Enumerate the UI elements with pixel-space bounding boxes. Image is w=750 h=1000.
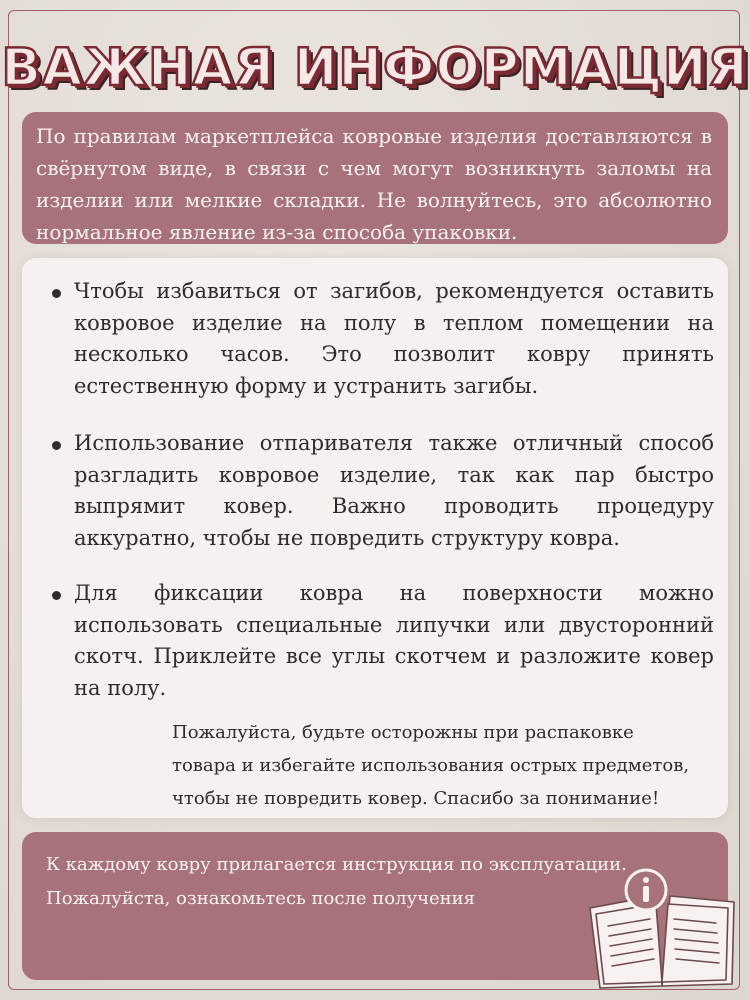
- tip-item: [52, 276, 714, 402]
- tip-item: [52, 578, 714, 704]
- footer-line-2: Пожалуйста, ознакомьтесь после получения: [46, 888, 476, 909]
- caution-note: Пожалуйста, будьте осторожны при распаковке товара и избегайте использования острых предметов, чтобы не повредить ковер. Спасибо за понимание!: [172, 722, 690, 809]
- tip-item: [52, 428, 714, 554]
- footer-line-1: К каждому ковру прилагается инструкция по эксплуатации.: [46, 854, 627, 875]
- tip-text: Чтобы избавиться от загибов, рекомендуется оставить ковровое изделие на полу в теплом помещении на несколько часов. Это позволит ковру принять естественную форму и устранить загибы.: [74, 279, 714, 398]
- bullet-dot: [52, 441, 61, 450]
- intro-text: По правилам маркетплейса ковровые изделия доставляются в свёрнутом виде, в связи с чем могут возникнуть заломы на изделии или мелкие складки. Не волнуйтесь, это абсолютно нормальное явление из-за способа упаковки.: [36, 124, 712, 244]
- tip-text: Для фиксации ковра на поверхности можно использовать специальные липучки или двусторонний скотч. Приклейте все углы скотчем и разложите ковер на полу.: [74, 581, 714, 700]
- bullet-dot: [52, 289, 61, 298]
- tip-text: Использование отпаривателя также отличный способ разгладить ковровое изделие, так как пар быстро выпрямит ковер. Важно проводить процедуру аккуратно, чтобы не повредить структуру ковра.: [74, 431, 714, 550]
- page-title: ВАЖНАЯ ИНФОРМАЦИЯ: [1, 38, 749, 98]
- open-book-info-icon: [584, 856, 740, 990]
- bullet-dot: [52, 591, 61, 600]
- intro-panel: [22, 112, 728, 244]
